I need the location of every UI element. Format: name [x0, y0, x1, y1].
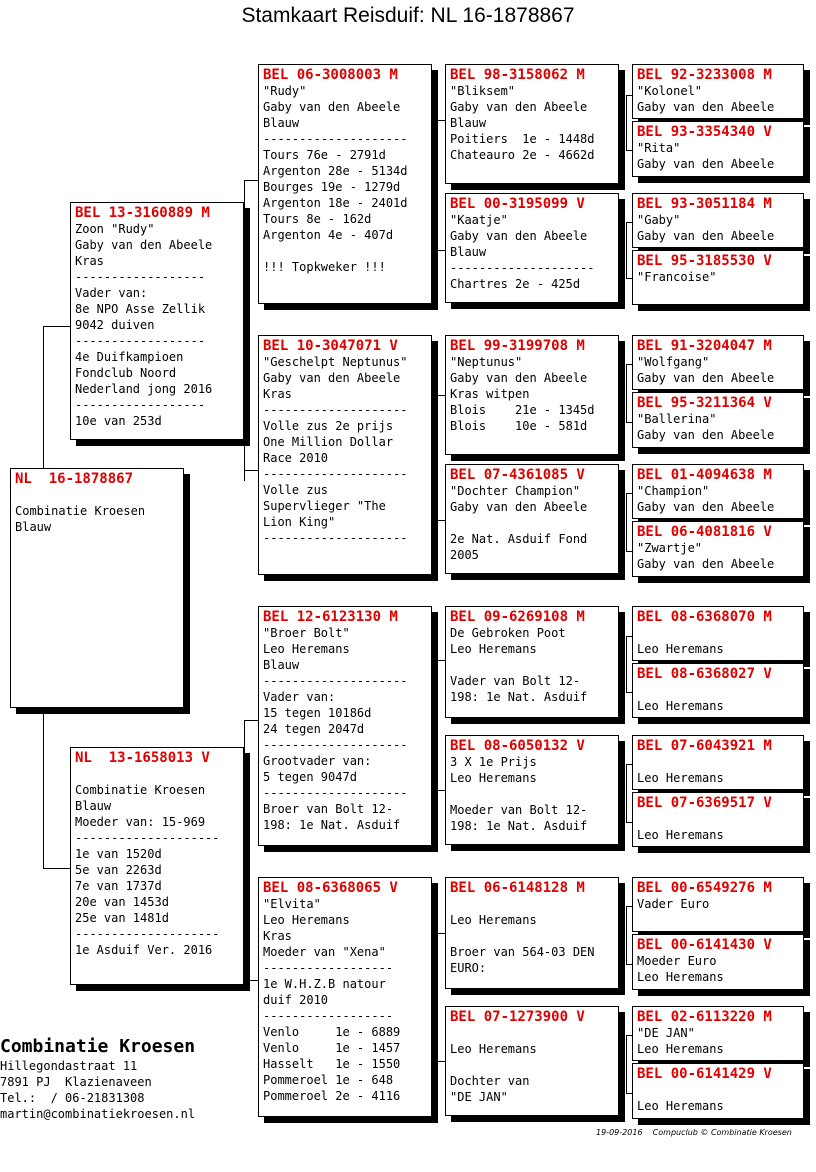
- ring-number: NL 13-1658013 V: [75, 750, 210, 766]
- card-line: 24 tegen 2047d: [263, 722, 365, 736]
- ring-number: BEL 09-6269108 M: [450, 609, 585, 625]
- card-line: De Gebroken Poot: [450, 626, 566, 640]
- ring-number: BEL 92-3233008 M: [637, 67, 772, 83]
- owner-phone: Tel.: / 06-21831308: [0, 1091, 145, 1105]
- card-line: Grootvader van:: [263, 754, 372, 768]
- card-line: Leo Heremans: [263, 913, 350, 927]
- card-line: [450, 786, 614, 802]
- card-line: 2e Nat. Asduif Fond: [450, 532, 588, 546]
- card-line: "Rudy": [263, 84, 307, 98]
- ring-number: BEL 02-6113220 M: [637, 1009, 772, 1025]
- card-line: Gaby van den Abeele: [637, 557, 775, 571]
- card-line: Leo Heremans: [637, 699, 724, 713]
- card-line: [637, 811, 799, 827]
- card-line: Race 2010: [263, 451, 329, 465]
- ring-number: BEL 07-6369517 V: [637, 795, 772, 811]
- pigeon-card: [258, 606, 432, 846]
- card-line: Broer van Bolt 12-: [263, 802, 394, 816]
- card-line: Kras: [263, 387, 292, 401]
- card-line: 9042 duiven: [75, 318, 155, 332]
- card-line: [450, 657, 614, 673]
- card-line: ------------------: [75, 270, 206, 284]
- card-line: "DE JAN": [450, 1090, 508, 1104]
- tree-connector: [626, 1035, 627, 1093]
- ring-number: BEL 06-6148128 M: [450, 880, 585, 896]
- pigeon-card: [632, 1006, 804, 1061]
- pigeon-card: [445, 735, 619, 845]
- card-line: Blauw: [263, 658, 300, 672]
- page-title: Stamkaart Reisduif: NL 16-1878867: [241, 4, 575, 27]
- tree-connector: [626, 906, 627, 964]
- ring-number: BEL 07-6043921 M: [637, 738, 772, 754]
- card-line: Blauw: [15, 520, 52, 534]
- card-line: --------------------: [263, 786, 408, 800]
- card-line: [15, 487, 179, 503]
- card-line: 10e van 253d: [75, 414, 162, 428]
- card-line: Gaby van den Abeele: [263, 371, 401, 385]
- tree-connector: [626, 764, 632, 765]
- ring-number: BEL 08-6050132 V: [450, 738, 585, 754]
- card-line: 1e W.H.Z.B natour: [263, 977, 386, 991]
- tree-connector: [43, 868, 70, 869]
- card-line: Hasselt 1e - 1550: [263, 1057, 401, 1071]
- card-line: "DE JAN": [637, 1026, 695, 1040]
- pigeon-card: [70, 747, 244, 985]
- pigeon-card: [258, 335, 432, 575]
- pigeon-card: [632, 64, 804, 119]
- card-line: Tours 76e - 2791d: [263, 148, 386, 162]
- card-line: Venlo 1e - 1457: [263, 1041, 401, 1055]
- card-line: 7e van 1737d: [75, 879, 162, 893]
- ring-number: BEL 95-3185530 V: [637, 253, 772, 269]
- card-line: ------------------: [75, 398, 206, 412]
- card-line: 1e Asduif Ver. 2016: [75, 943, 213, 957]
- pigeon-card: [632, 335, 804, 390]
- card-line: Chartres 2e - 425d: [450, 277, 581, 291]
- card-line: --------------------: [263, 674, 408, 688]
- tree-connector: [244, 720, 258, 721]
- card-line: Moeder van: 15-969: [75, 815, 206, 829]
- pigeon-card: [445, 606, 619, 718]
- tree-connector: [626, 1035, 632, 1036]
- pigeon-card: [632, 877, 804, 932]
- ring-number: BEL 06-3008003 M: [263, 67, 398, 83]
- card-line: ------------------: [75, 334, 206, 348]
- card-line: [637, 1082, 799, 1098]
- card-line: 198: 1e Nat. Asduif: [450, 819, 588, 833]
- tree-connector: [626, 222, 627, 278]
- owner-name: Combinatie Kroesen: [0, 1036, 196, 1057]
- card-line: ------------------: [263, 1009, 394, 1023]
- card-line: Lion King": [263, 515, 336, 529]
- card-line: Leo Heremans: [450, 1042, 537, 1056]
- card-line: 2005: [450, 548, 479, 562]
- tree-connector: [626, 222, 632, 223]
- ring-number: BEL 93-3354340 V: [637, 124, 772, 140]
- card-line: Zoon "Rudy": [75, 222, 155, 236]
- card-line: [450, 896, 614, 912]
- ring-number: BEL 13-3160889 M: [75, 205, 210, 221]
- tree-connector: [244, 720, 245, 980]
- card-line: Pommeroel 2e - 4116: [263, 1089, 401, 1103]
- card-line: "Kaatje": [450, 213, 508, 227]
- tree-connector: [626, 95, 632, 96]
- card-line: 20e van 1453d: [75, 895, 169, 909]
- card-line: [450, 515, 614, 531]
- card-line: "Kolonel": [637, 84, 703, 98]
- card-line: --------------------: [75, 927, 220, 941]
- card-line: Blois 10e - 581d: [450, 419, 588, 433]
- tree-connector: [626, 364, 627, 422]
- card-line: --------------------: [263, 132, 408, 146]
- card-line: Leo Heremans: [637, 970, 724, 984]
- card-line: "Elvita": [263, 897, 321, 911]
- tree-connector: [626, 493, 632, 494]
- card-line: Moeder van Bolt 12-: [450, 803, 588, 817]
- tree-connector: [626, 493, 627, 551]
- card-line: Vader Euro: [637, 897, 710, 911]
- tree-connector: [626, 692, 632, 693]
- ring-number: BEL 06-4081816 V: [637, 524, 772, 540]
- tree-connector: [432, 395, 433, 520]
- tree-connector: [626, 636, 627, 692]
- card-line: Blauw: [450, 116, 487, 130]
- card-line: Leo Heremans: [637, 1099, 724, 1113]
- card-line: Leo Heremans: [637, 642, 724, 656]
- pigeon-card: [258, 64, 432, 304]
- card-line: Kras witpen: [450, 387, 530, 401]
- card-line: Gaby van den Abeele: [75, 238, 213, 252]
- card-line: Venlo 1e - 6889: [263, 1025, 401, 1039]
- card-line: Blauw: [75, 799, 112, 813]
- tree-connector: [244, 480, 245, 481]
- ring-number: BEL 01-4094638 M: [637, 467, 772, 483]
- tree-connector: [432, 120, 445, 121]
- card-line: [450, 928, 614, 944]
- card-line: Gaby van den Abeele: [450, 229, 588, 243]
- card-line: Supervlieger "The: [263, 499, 386, 513]
- card-line: Gaby van den Abeele: [637, 371, 775, 385]
- tree-connector: [432, 660, 445, 661]
- tree-connector: [626, 150, 632, 151]
- card-line: Fondclub Noord: [75, 366, 177, 380]
- pigeon-card: [632, 521, 804, 577]
- ring-number: BEL 00-6549276 M: [637, 880, 772, 896]
- tree-connector: [244, 180, 258, 181]
- card-line: Leo Heremans: [637, 771, 724, 785]
- pigeon-card: [445, 64, 619, 184]
- owner-block: [0, 1036, 195, 1122]
- card-line: 15 tegen 10186d: [263, 706, 372, 720]
- ring-number: BEL 08-6368070 M: [637, 609, 772, 625]
- ring-number: NL 16-1878867: [15, 471, 134, 487]
- card-line: duif 2010: [263, 993, 329, 1007]
- card-line: Gaby van den Abeele: [637, 229, 775, 243]
- pigeon-card: [632, 392, 804, 448]
- card-line: --------------------: [263, 531, 408, 545]
- tree-connector: [626, 906, 632, 907]
- ring-number: BEL 07-1273900 V: [450, 1009, 585, 1025]
- pigeon-card: [632, 193, 804, 248]
- ring-number: BEL 10-3047071 V: [263, 338, 398, 354]
- card-line: Gaby van den Abeele: [637, 100, 775, 114]
- card-line: "Bliksem": [450, 84, 516, 98]
- tree-connector: [626, 364, 632, 365]
- card-line: Gaby van den Abeele: [637, 500, 775, 514]
- card-line: 198: 1e Nat. Asduif: [450, 690, 588, 704]
- card-line: 4e Duifkampioen: [75, 350, 184, 364]
- pigeon-card: [445, 1006, 619, 1116]
- tree-connector: [432, 933, 433, 1061]
- card-line: "Ballerina": [637, 412, 717, 426]
- owner-postcode-city: 7891 PJ Klazienaveen: [0, 1075, 152, 1089]
- card-line: 198: 1e Nat. Asduif: [263, 818, 401, 832]
- card-line: Argenton 4e - 407d: [263, 228, 394, 242]
- ring-number: BEL 00-6141430 V: [637, 937, 772, 953]
- card-line: "Rita": [637, 141, 681, 155]
- card-line: "Broer Bolt": [263, 626, 350, 640]
- tree-connector: [626, 764, 627, 822]
- tree-connector: [626, 822, 632, 823]
- card-line: Leo Heremans: [450, 771, 537, 785]
- pigeon-card: [632, 121, 804, 177]
- card-line: Combinatie Kroesen: [15, 504, 146, 518]
- tree-connector: [432, 520, 445, 521]
- card-line: EURO:: [450, 961, 487, 975]
- card-line: Kras: [263, 929, 292, 943]
- card-line: Moeder Euro: [637, 954, 717, 968]
- card-line: Argenton 18e - 2401d: [263, 196, 408, 210]
- card-line: Gaby van den Abeele: [450, 371, 588, 385]
- card-line: Leo Heremans: [637, 1042, 724, 1056]
- tree-connector: [626, 278, 632, 279]
- card-line: [263, 243, 427, 259]
- card-line: Blois 21e - 1345d: [450, 403, 595, 417]
- tree-connector: [43, 326, 44, 468]
- pigeon-card: [445, 877, 619, 989]
- card-line: Gaby van den Abeele: [637, 428, 775, 442]
- pigeon-card: [632, 464, 804, 519]
- card-line: "Zwartje": [637, 541, 703, 555]
- card-line: [637, 682, 799, 698]
- ring-number: BEL 93-3051184 M: [637, 196, 772, 212]
- card-line: Broer van 564-03 DEN: [450, 945, 595, 959]
- ring-number: BEL 07-4361085 V: [450, 467, 585, 483]
- pigeon-card: [632, 663, 804, 718]
- card-line: Argenton 28e - 5134d: [263, 164, 408, 178]
- card-line: Gaby van den Abeele: [263, 100, 401, 114]
- card-line: Bourges 19e - 1279d: [263, 180, 401, 194]
- card-line: 1e van 1520d: [75, 847, 162, 861]
- tree-connector: [244, 180, 245, 480]
- card-line: Volle zus 2e prijs: [263, 419, 394, 433]
- pigeon-card: [632, 250, 804, 305]
- card-line: [450, 1025, 614, 1041]
- card-line: --------------------: [263, 738, 408, 752]
- owner-address: Hillegondastraat 11: [0, 1059, 138, 1073]
- pigeon-card: [632, 1063, 804, 1119]
- card-line: [637, 625, 799, 641]
- tree-connector: [432, 250, 445, 251]
- card-line: Nederland jong 2016: [75, 382, 213, 396]
- card-line: Blauw: [450, 245, 487, 259]
- card-line: 3 X 1e Prijs: [450, 755, 537, 769]
- card-line: Leo Heremans: [263, 642, 350, 656]
- tree-connector: [626, 636, 632, 637]
- ring-number: BEL 99-3199708 M: [450, 338, 585, 354]
- card-line: Poitiers 1e - 1448d: [450, 132, 595, 146]
- ring-number: BEL 08-6368027 V: [637, 666, 772, 682]
- tree-connector: [432, 1061, 445, 1062]
- card-line: Combinatie Kroesen: [75, 783, 206, 797]
- tree-connector: [626, 964, 632, 965]
- card-line: "Champion": [637, 484, 710, 498]
- tree-connector: [244, 980, 258, 981]
- card-line: Kras: [75, 254, 104, 268]
- tree-connector: [43, 326, 70, 327]
- card-line: 25e van 1481d: [75, 911, 169, 925]
- card-line: --------------------: [75, 831, 220, 845]
- card-line: Volle zus: [263, 483, 329, 497]
- pigeon-card: [632, 735, 804, 790]
- pigeon-card: [445, 335, 619, 455]
- tree-connector: [626, 1093, 632, 1094]
- tree-connector: [43, 708, 44, 868]
- card-line: Dochter van: [450, 1074, 530, 1088]
- card-line: Vader van:: [75, 286, 148, 300]
- tree-connector: [432, 933, 445, 934]
- tree-connector: [626, 95, 627, 150]
- card-line: --------------------: [263, 403, 408, 417]
- card-line: Tours 8e - 162d: [263, 212, 372, 226]
- ring-number: BEL 98-3158062 M: [450, 67, 585, 83]
- card-line: --------------------: [450, 261, 595, 275]
- footer-credit: 19-09-2016 Compuclub © Combinatie Kroesen: [596, 1128, 792, 1137]
- card-line: Leo Heremans: [637, 828, 724, 842]
- tree-connector: [626, 422, 632, 423]
- pigeon-card: [632, 792, 804, 847]
- card-line: Leo Heremans: [450, 913, 537, 927]
- card-line: "Francoise": [637, 270, 717, 284]
- ring-number: BEL 00-6141429 V: [637, 1066, 772, 1082]
- card-line: "Dochter Champion": [450, 484, 581, 498]
- card-line: !!! Topkweker !!!: [263, 260, 386, 274]
- ring-number: BEL 00-3195099 V: [450, 196, 585, 212]
- card-line: "Geschelpt Neptunus": [263, 355, 408, 369]
- card-line: ------------------: [263, 961, 394, 975]
- card-line: Leo Heremans: [450, 642, 537, 656]
- pigeon-card: [445, 193, 619, 303]
- card-line: Vader van Bolt 12-: [450, 674, 581, 688]
- ring-number: BEL 95-3211364 V: [637, 395, 772, 411]
- ring-number: BEL 12-6123130 M: [263, 609, 398, 625]
- card-line: Vader van:: [263, 690, 336, 704]
- card-line: One Million Dollar: [263, 435, 394, 449]
- card-line: Pommeroel 1e - 648: [263, 1073, 394, 1087]
- card-line: Gaby van den Abeele: [637, 157, 775, 171]
- card-line: 5 tegen 9047d: [263, 770, 357, 784]
- ring-number: BEL 91-3204047 M: [637, 338, 772, 354]
- card-line: Moeder van "Xena": [263, 945, 386, 959]
- card-line: [75, 766, 239, 782]
- card-line: 8e NPO Asse Zellik: [75, 302, 206, 316]
- pigeon-card: [258, 877, 432, 1117]
- pigeon-card: [70, 202, 244, 440]
- card-line: [637, 754, 799, 770]
- card-line: Chateauro 2e - 4662d: [450, 148, 595, 162]
- ring-number: BEL 08-6368065 V: [263, 880, 398, 896]
- card-line: "Wolfgang": [637, 355, 710, 369]
- pigeon-card: [445, 464, 619, 574]
- card-line: [450, 1057, 614, 1073]
- card-line: --------------------: [263, 467, 408, 481]
- tree-connector: [432, 120, 433, 250]
- card-line: Gaby van den Abeele: [450, 500, 588, 514]
- tree-connector: [432, 790, 445, 791]
- pigeon-card: [632, 934, 804, 990]
- card-line: "Gaby": [637, 213, 681, 227]
- card-line: "Neptunus": [450, 355, 523, 369]
- card-line: Blauw: [263, 116, 300, 130]
- pigeon-card: [10, 468, 184, 708]
- owner-email[interactable]: martin@combinatiekroesen.nl: [0, 1107, 196, 1121]
- card-line: 5e van 2263d: [75, 863, 162, 877]
- pigeon-card: [632, 606, 804, 661]
- card-line: Gaby van den Abeele: [450, 100, 588, 114]
- tree-connector: [626, 551, 632, 552]
- tree-connector: [432, 660, 433, 790]
- tree-connector: [432, 395, 445, 396]
- tree-connector: [244, 470, 258, 471]
